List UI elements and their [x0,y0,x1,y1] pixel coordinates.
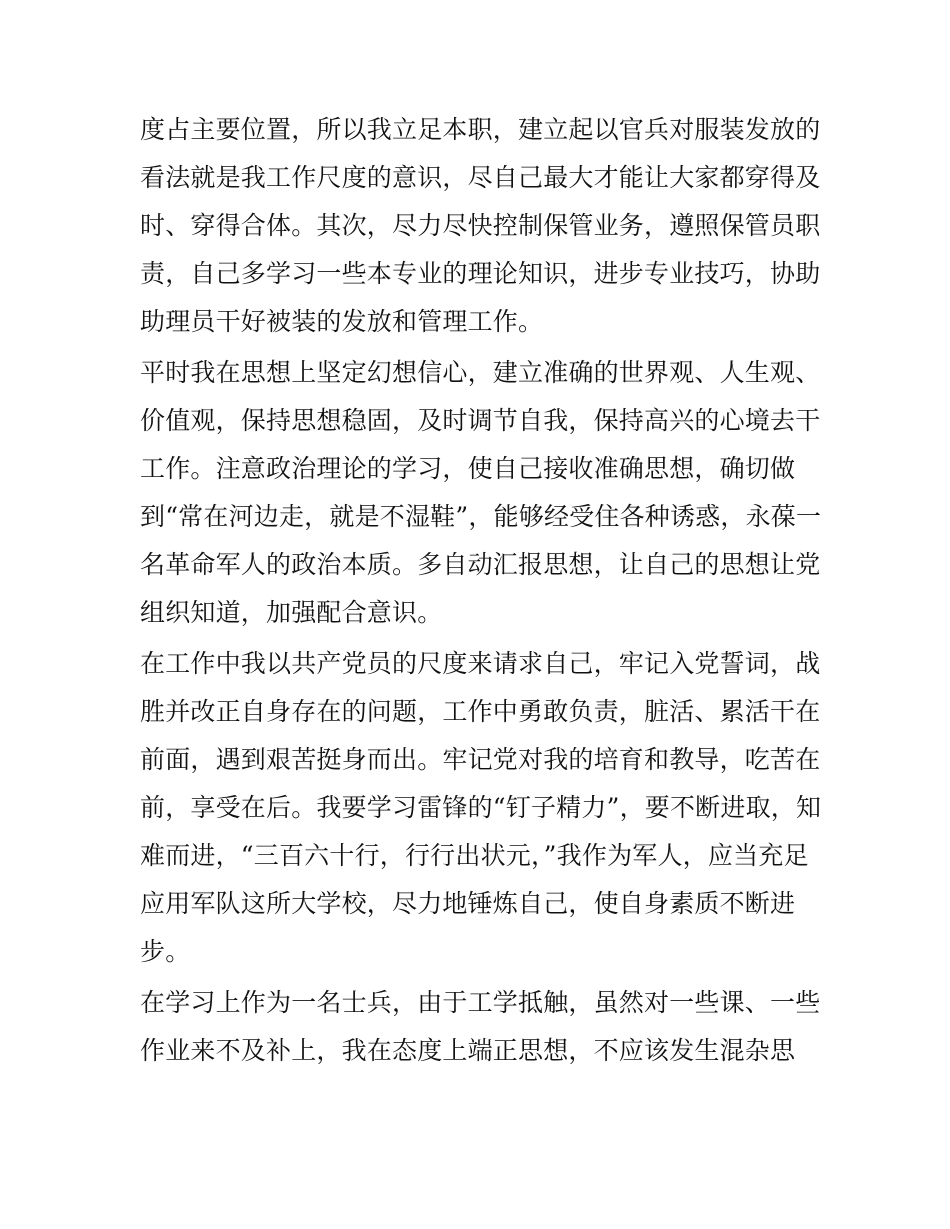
text-line: 工作。注意政治理论的学习，使自己接收准确思想，确切做 [140,454,796,483]
text-line: 平时我在思想上坚定幻想信心，建立准确的世界观、人生观、 [140,358,821,387]
text-line: 前，享受在后。我要学习雷锋的“钉子精力”，要不断进取，知 [140,793,822,822]
text-line: 作业来不及补上，我在态度上端正思想，不应该发生混杂思 [140,1036,796,1065]
text-line: 前面，遇到艰苦挺身而出。牢记党对我的培育和教导，吃苦在 [140,745,821,774]
text-line: 到“常在河边走，就是不湿鞋”，能够经受住各种诱惑，永葆一 [140,502,822,531]
text-line: 组织知道，加强配合意识。 [140,598,443,627]
text-line: 看法就是我工作尺度的意识，尽自己最大才能让大家都穿得及 [140,163,821,192]
text-line: 步。 [140,937,191,966]
text-line: 胜并改正自身存在的问题，工作中勇敢负责，脏活、累活干在 [140,697,821,726]
text-line: 责，自己多学习一些本专业的理论知识，进步专业技巧，协助 [140,259,821,288]
document-body [140,106,830,1075]
text-line: 度占主要位置，所以我立足本职，建立起以官兵对服装发放的 [140,115,821,144]
text-line: 时、穿得合体。其次，尽力尽快控制保管业务，遵照保管员职 [140,211,821,240]
text-line: 名革命军人的政治本质。多自动汇报思想，让自己的思想让党 [140,550,821,579]
text-line: 应用军队这所大学校，尽力地锤炼自己，使自身素质不断进 [140,889,796,918]
text-line: 在工作中我以共产党员的尺度来请求自己，牢记入党誓词，战 [140,649,821,678]
text-line: 助理员干好被装的发放和管理工作。 [140,307,544,336]
text-line: 难而进，“三百六十行，行行出状元，”我作为军人，应当充足 [140,841,809,870]
text-line: 价值观，保持思想稳固，及时调节自我，保持高兴的心境去干 [140,406,821,435]
text-line: 在学习上作为一名士兵，由于工学抵触，虽然对一些课、一些 [140,988,821,1017]
